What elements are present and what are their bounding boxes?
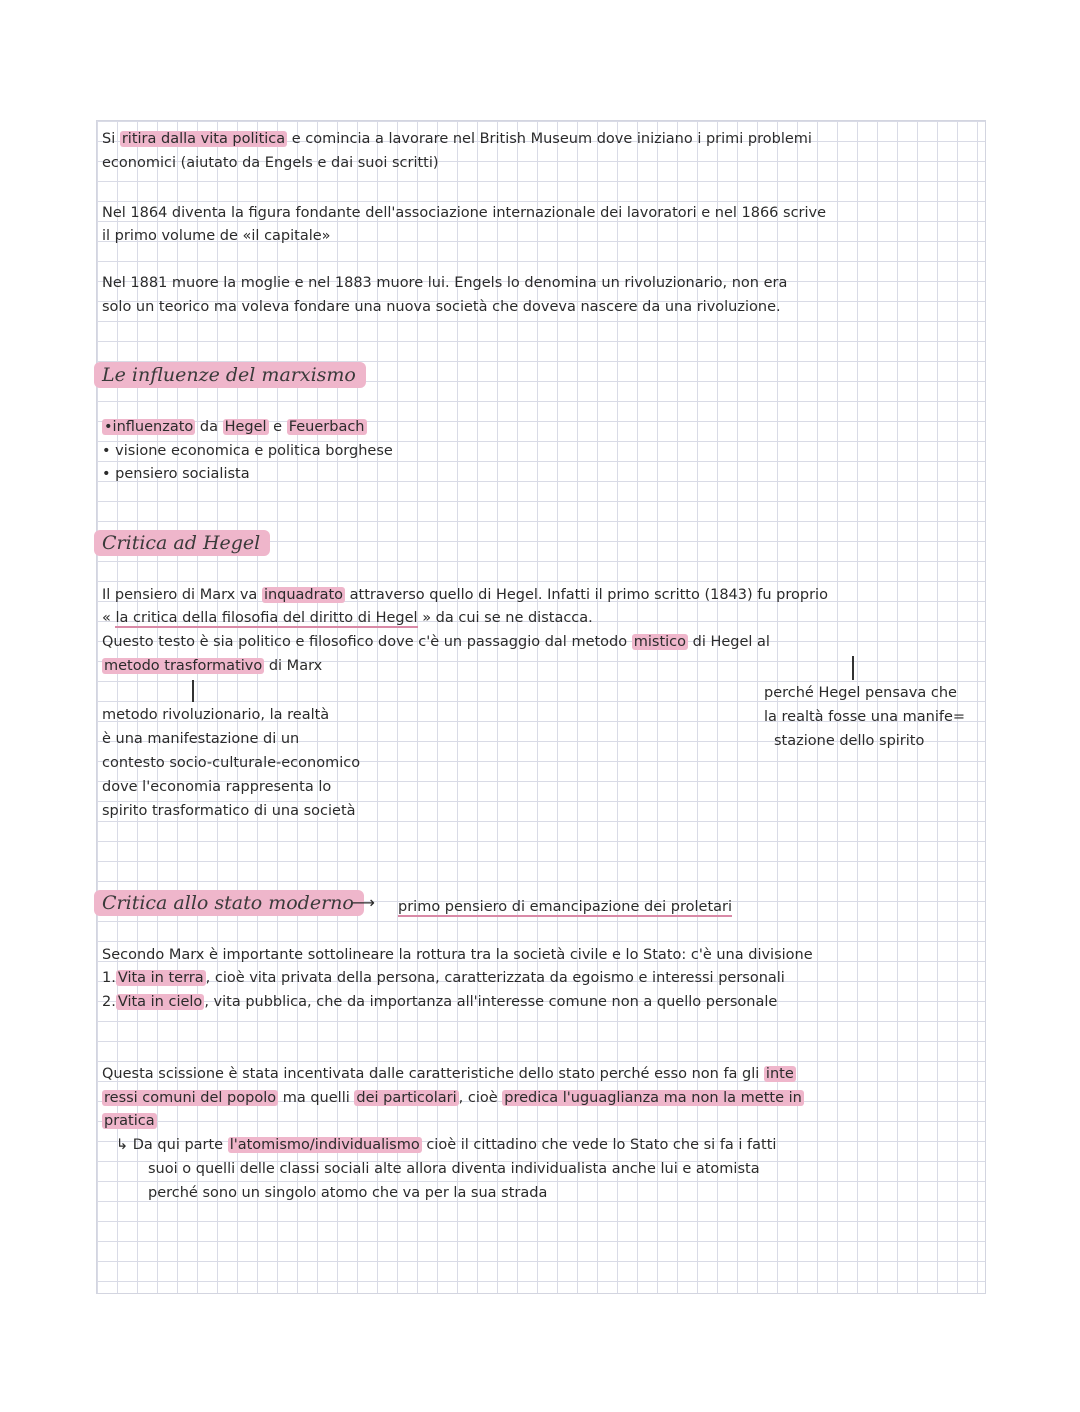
hegel-line4	[102, 655, 322, 677]
stato-p2-line3	[102, 1110, 157, 1132]
text: ma quelli	[282, 1090, 350, 1106]
para3-line1: Nel 1881 muore la moglie e nel 1883 muore lui. Engels lo denomina un rivoluzionario, non era	[102, 275, 788, 291]
section-heading-influenze: Le influenze del marxismo	[94, 362, 366, 388]
section3-aside	[398, 896, 732, 918]
text: e comincia a lavorare nel British Museum dove iniziano i primi problemi	[291, 131, 812, 147]
highlight-text: predica l'uguaglianza ma non la mette in	[504, 1090, 802, 1106]
left-note-line: è una manifestazione di un	[102, 731, 300, 747]
text: 1.	[102, 970, 116, 986]
section-heading-critica-hegel: Critica ad Hegel	[94, 530, 270, 556]
left-note-line: metodo rivoluzionario, la realtà	[102, 707, 330, 723]
para1-line1	[102, 128, 812, 150]
highlight-text: inte	[765, 1066, 794, 1082]
stato-line2	[102, 967, 785, 989]
influence-item-3: • pensiero socialista	[102, 466, 250, 482]
text: di Hegel al	[692, 634, 770, 650]
right-note-line: la realtà fosse una manife=	[764, 709, 966, 725]
text: Il pensiero di Marx va	[102, 587, 258, 603]
text: Questo testo è sia politico e filosofico dove c'è un passaggio dal metodo	[102, 634, 628, 650]
arrow-right-icon: ⟶	[352, 893, 375, 912]
left-note-line: spirito trasformatico di una società	[102, 803, 356, 819]
hegel-line1	[102, 584, 828, 606]
section-heading-critica-stato: Critica allo stato moderno	[94, 890, 364, 916]
text: e	[268, 419, 287, 435]
stato-p2-line4	[116, 1134, 776, 1156]
para2-line2: il primo volume de «il capitale»	[102, 228, 331, 244]
text: cioè il cittadino che vede lo Stato che si fa i fatti	[426, 1137, 777, 1153]
left-note-line: dove l'economia rappresenta lo	[102, 779, 332, 795]
hegel-line3	[102, 631, 770, 653]
text: Si	[102, 131, 116, 147]
highlight-text: ritira dalla vita politica	[121, 131, 286, 147]
connector-line-left	[192, 680, 194, 702]
text: , cioè vita privata della persona, caratterizzata da egoismo e interessi personali	[205, 970, 785, 986]
text: ↳ Da qui parte	[116, 1137, 224, 1153]
text: , vita pubblica, che da importanza all'interesse comune non a quello personale	[204, 994, 778, 1010]
text: » da cui se ne distacca.	[422, 610, 593, 626]
underlined-text: la critica della filosofia del diritto di Hegel	[115, 610, 418, 626]
highlight-text: l'atomismo/individualismo	[229, 1137, 420, 1153]
text: «	[102, 610, 111, 626]
left-note-line: contesto socio-culturale-economico	[102, 755, 361, 771]
highlight-text: Vita in terra	[117, 970, 204, 986]
highlight-text: metodo trasformativo	[104, 658, 263, 674]
highlight-text: dei particolari	[356, 1090, 457, 1106]
right-note-line: stazione dello spirito	[774, 733, 925, 749]
stato-p2-line5: suoi o quelli delle classi sociali alte allora diventa individualista anche lui e atomista	[148, 1161, 760, 1177]
influence-item-1	[102, 416, 367, 438]
para1-line2: economici (aiutato da Engels e dai suoi scritti)	[102, 155, 439, 171]
highlight-text: •influenzato	[104, 419, 194, 435]
text: 2.	[102, 994, 116, 1010]
highlight-text: Vita in cielo	[117, 994, 203, 1010]
stato-p2-line2	[102, 1087, 804, 1109]
text: da	[195, 419, 223, 435]
hegel-line2	[102, 607, 593, 629]
text: , cioè	[458, 1090, 498, 1106]
para2-line1: Nel 1864 diventa la figura fondante dell'associazione internazionale dei lavoratori e nel 1866 scrive	[102, 205, 827, 221]
underlined-text: primo pensiero di emancipazione dei proletari	[398, 899, 733, 915]
stato-line3	[102, 991, 777, 1013]
highlight-text: Feuerbach	[288, 419, 365, 435]
para3-line2: solo un teorico ma voleva fondare una nuova società che doveva nascere da una rivoluzione.	[102, 299, 781, 315]
stato-p2-line6: perché sono un singolo atomo che va per la sua strada	[148, 1185, 548, 1201]
right-note-line: perché Hegel pensava che	[764, 685, 957, 701]
highlight-text: mistico	[633, 634, 686, 650]
highlight-text: pratica	[104, 1113, 155, 1129]
text: di Marx	[268, 658, 323, 674]
stato-p2-line1	[102, 1063, 796, 1085]
highlight-text: inquadrato	[263, 587, 344, 603]
stato-line1: Secondo Marx è importante sottolineare la rottura tra la società civile e lo Stato: c'è una divisione	[102, 947, 813, 963]
highlight-text: Hegel	[224, 419, 267, 435]
text: Questa scissione è stata incentivata dalle caratteristiche dello stato perché esso non fa gli	[102, 1066, 760, 1082]
text: attraverso quello di Hegel. Infatti il primo scritto (1843) fu proprio	[349, 587, 828, 603]
influence-item-2: • visione economica e politica borghese	[102, 443, 393, 459]
highlight-text: ressi comuni del popolo	[104, 1090, 277, 1106]
connector-line-right	[852, 656, 854, 680]
